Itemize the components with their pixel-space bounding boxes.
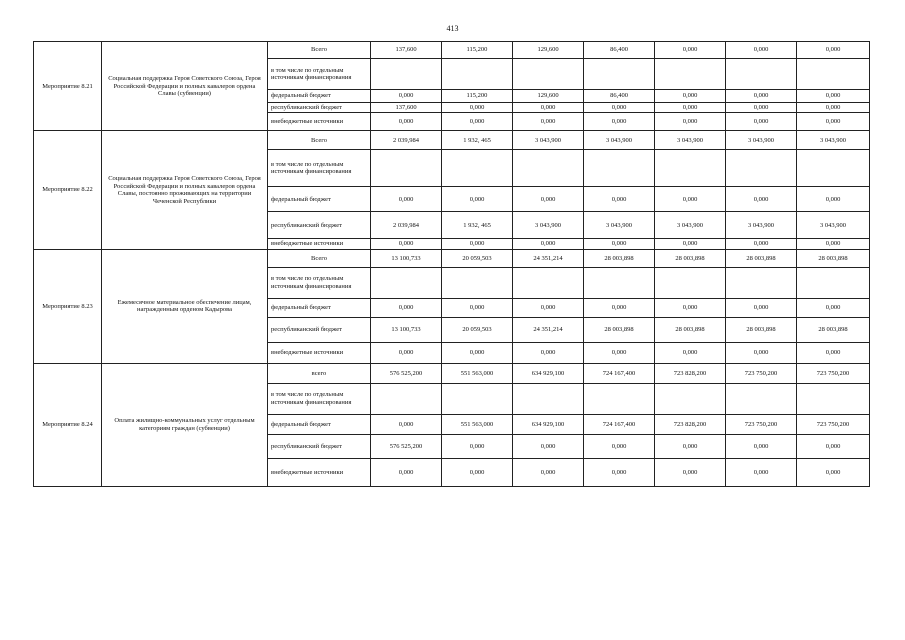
funding-source: федеральный бюджет	[268, 90, 371, 103]
amount-cell: 24 351,214	[513, 317, 584, 342]
funding-source: внебюджетные источники	[268, 113, 371, 131]
amount-cell: 28 003,898	[726, 249, 797, 267]
amount-cell	[584, 383, 655, 414]
funding-source: в том числе по отдельным источникам финансирования	[268, 267, 371, 298]
funding-source: внебюджетные источники	[268, 458, 371, 486]
amount-cell: 0,000	[797, 298, 870, 317]
amount-cell: 2 039,984	[371, 131, 442, 150]
amount-cell: 0,000	[655, 342, 726, 363]
amount-cell: 0,000	[371, 298, 442, 317]
amount-cell: 0,000	[655, 103, 726, 113]
amount-cell: 723 750,200	[797, 363, 870, 383]
amount-cell: 0,000	[442, 239, 513, 249]
amount-cell: 0,000	[513, 434, 584, 458]
amount-cell: 0,000	[442, 187, 513, 212]
measure-name: Мероприятие 8.24	[34, 363, 102, 486]
amount-cell	[726, 59, 797, 90]
amount-cell: 0,000	[655, 239, 726, 249]
amount-cell: 0,000	[726, 103, 797, 113]
amount-cell: 0,000	[726, 239, 797, 249]
amount-cell: 0,000	[726, 342, 797, 363]
amount-cell	[584, 59, 655, 90]
amount-cell: 0,000	[797, 42, 870, 59]
amount-cell	[513, 59, 584, 90]
amount-cell: 13 100,733	[371, 317, 442, 342]
amount-cell: 86,400	[584, 90, 655, 103]
amount-cell: 20 059,503	[442, 317, 513, 342]
amount-cell: 0,000	[371, 414, 442, 434]
measure-name: Мероприятие 8.21	[34, 42, 102, 131]
amount-cell: 0,000	[442, 458, 513, 486]
amount-cell: 634 929,100	[513, 363, 584, 383]
amount-cell: 0,000	[513, 239, 584, 249]
amount-cell	[442, 267, 513, 298]
funding-source: республиканский бюджет	[268, 212, 371, 239]
measure-name: Мероприятие 8.22	[34, 131, 102, 249]
amount-cell	[726, 383, 797, 414]
amount-cell: 2 039,984	[371, 212, 442, 239]
amount-cell: 0,000	[726, 298, 797, 317]
amount-cell	[655, 383, 726, 414]
amount-cell: 20 059,503	[442, 249, 513, 267]
funding-source: в том числе по отдельным источникам финансирования	[268, 59, 371, 90]
amount-cell	[371, 59, 442, 90]
amount-cell: 86,400	[584, 42, 655, 59]
amount-cell	[655, 150, 726, 187]
amount-cell: 24 351,214	[513, 249, 584, 267]
amount-cell: 0,000	[726, 113, 797, 131]
amount-cell: 28 003,898	[584, 317, 655, 342]
amount-cell: 3 043,900	[655, 131, 726, 150]
amount-cell: 634 929,100	[513, 414, 584, 434]
funding-source: всего	[268, 363, 371, 383]
amount-cell: 28 003,898	[797, 317, 870, 342]
amount-cell	[513, 383, 584, 414]
amount-cell: 0,000	[797, 434, 870, 458]
amount-cell: 0,000	[797, 187, 870, 212]
amount-cell	[584, 150, 655, 187]
funding-source: федеральный бюджет	[268, 298, 371, 317]
amount-cell: 0,000	[726, 90, 797, 103]
amount-cell	[513, 267, 584, 298]
amount-cell: 723 828,200	[655, 363, 726, 383]
amount-cell: 0,000	[726, 458, 797, 486]
amount-cell: 0,000	[797, 458, 870, 486]
amount-cell: 724 167,400	[584, 363, 655, 383]
amount-cell	[584, 267, 655, 298]
measure-description: Оплата жилищно-коммунальных услуг отдельным категориям граждан (субвенции)	[102, 363, 268, 486]
funding-source: республиканский бюджет	[268, 103, 371, 113]
amount-cell: 0,000	[655, 298, 726, 317]
amount-cell: 0,000	[513, 103, 584, 113]
funding-source: внебюджетные источники	[268, 342, 371, 363]
amount-cell	[797, 150, 870, 187]
budget-table	[33, 41, 870, 487]
amount-cell: 0,000	[655, 42, 726, 59]
amount-cell: 1 932, 465	[442, 131, 513, 150]
table-row	[34, 42, 870, 59]
amount-cell: 0,000	[513, 187, 584, 212]
amount-cell: 0,000	[584, 187, 655, 212]
amount-cell	[371, 150, 442, 187]
amount-cell	[726, 150, 797, 187]
amount-cell: 0,000	[371, 187, 442, 212]
amount-cell	[797, 383, 870, 414]
amount-cell: 115,200	[442, 42, 513, 59]
amount-cell	[442, 150, 513, 187]
amount-cell: 0,000	[442, 298, 513, 317]
amount-cell: 129,600	[513, 42, 584, 59]
measure-description: Социальная поддержка Героя Советского Союза, Героя Российской Федерации и полных кавалеров ордена Славы (субвенции)	[102, 42, 268, 131]
funding-source: Всего	[268, 42, 371, 59]
amount-cell: 0,000	[726, 187, 797, 212]
amount-cell: 724 167,400	[584, 414, 655, 434]
table-row	[34, 131, 870, 150]
amount-cell: 0,000	[655, 187, 726, 212]
funding-source: федеральный бюджет	[268, 187, 371, 212]
amount-cell: 576 525,200	[371, 363, 442, 383]
table-row	[34, 363, 870, 383]
funding-source: Всего	[268, 249, 371, 267]
amount-cell: 0,000	[513, 458, 584, 486]
amount-cell: 0,000	[726, 42, 797, 59]
amount-cell: 0,000	[584, 239, 655, 249]
amount-cell: 0,000	[584, 113, 655, 131]
amount-cell	[726, 267, 797, 298]
amount-cell: 0,000	[584, 298, 655, 317]
measure-description: Социальная поддержка Героя Советского Союза, Героя Российской Федерации и полных кавалеров ордена Славы, постоянно проживающих на территории Чеченской Республики	[102, 131, 268, 249]
amount-cell: 0,000	[371, 458, 442, 486]
amount-cell	[442, 59, 513, 90]
funding-source: федеральный бюджет	[268, 414, 371, 434]
funding-source: республиканский бюджет	[268, 317, 371, 342]
amount-cell: 0,000	[442, 342, 513, 363]
amount-cell: 551 563,000	[442, 363, 513, 383]
amount-cell: 0,000	[371, 239, 442, 249]
amount-cell: 0,000	[442, 113, 513, 131]
amount-cell: 3 043,900	[726, 212, 797, 239]
amount-cell: 129,600	[513, 90, 584, 103]
amount-cell: 1 932, 465	[442, 212, 513, 239]
amount-cell: 3 043,900	[726, 131, 797, 150]
amount-cell: 0,000	[726, 434, 797, 458]
amount-cell: 13 100,733	[371, 249, 442, 267]
amount-cell: 0,000	[584, 458, 655, 486]
amount-cell: 0,000	[797, 239, 870, 249]
table-row	[34, 249, 870, 267]
amount-cell: 0,000	[584, 434, 655, 458]
amount-cell: 0,000	[797, 103, 870, 113]
funding-source: внебюджетные источники	[268, 239, 371, 249]
page-number: 413	[446, 24, 459, 33]
amount-cell: 3 043,900	[584, 131, 655, 150]
amount-cell	[655, 267, 726, 298]
amount-cell	[371, 267, 442, 298]
amount-cell: 3 043,900	[655, 212, 726, 239]
amount-cell: 723 828,200	[655, 414, 726, 434]
amount-cell: 723 750,200	[797, 414, 870, 434]
amount-cell: 723 750,200	[726, 414, 797, 434]
amount-cell: 0,000	[371, 113, 442, 131]
amount-cell: 28 003,898	[726, 317, 797, 342]
amount-cell: 0,000	[797, 90, 870, 103]
amount-cell: 28 003,898	[797, 249, 870, 267]
amount-cell: 3 043,900	[513, 131, 584, 150]
amount-cell	[513, 150, 584, 187]
amount-cell: 551 563,000	[442, 414, 513, 434]
amount-cell: 0,000	[655, 90, 726, 103]
amount-cell: 115,200	[442, 90, 513, 103]
amount-cell: 0,000	[655, 458, 726, 486]
amount-cell: 0,000	[584, 342, 655, 363]
amount-cell: 3 043,900	[797, 131, 870, 150]
amount-cell: 723 750,200	[726, 363, 797, 383]
amount-cell: 0,000	[442, 434, 513, 458]
amount-cell	[797, 267, 870, 298]
table-body	[34, 42, 870, 487]
amount-cell: 28 003,898	[655, 317, 726, 342]
amount-cell: 0,000	[797, 113, 870, 131]
measure-name: Мероприятие 8.23	[34, 249, 102, 363]
amount-cell: 28 003,898	[584, 249, 655, 267]
amount-cell: 0,000	[584, 103, 655, 113]
amount-cell: 137,600	[371, 42, 442, 59]
amount-cell: 28 003,898	[655, 249, 726, 267]
amount-cell: 0,000	[442, 103, 513, 113]
funding-source: в том числе по отдельным источникам финансирования	[268, 383, 371, 414]
measure-description: Ежемесячное материальное обеспечение лицам, награжденным орденом Кадырова	[102, 249, 268, 363]
amount-cell: 0,000	[655, 434, 726, 458]
amount-cell: 137,600	[371, 103, 442, 113]
amount-cell: 3 043,900	[513, 212, 584, 239]
amount-cell: 0,000	[513, 342, 584, 363]
amount-cell	[371, 383, 442, 414]
amount-cell	[655, 59, 726, 90]
amount-cell: 0,000	[371, 342, 442, 363]
funding-source: Всего	[268, 131, 371, 150]
amount-cell: 0,000	[513, 113, 584, 131]
amount-cell: 3 043,900	[584, 212, 655, 239]
amount-cell	[797, 59, 870, 90]
amount-cell: 0,000	[797, 342, 870, 363]
amount-cell: 0,000	[371, 90, 442, 103]
amount-cell: 0,000	[513, 298, 584, 317]
amount-cell: 3 043,900	[797, 212, 870, 239]
amount-cell: 0,000	[655, 113, 726, 131]
amount-cell: 576 525,200	[371, 434, 442, 458]
funding-source: республиканский бюджет	[268, 434, 371, 458]
funding-source: в том числе по отдельным источникам финансирования	[268, 150, 371, 187]
amount-cell	[442, 383, 513, 414]
